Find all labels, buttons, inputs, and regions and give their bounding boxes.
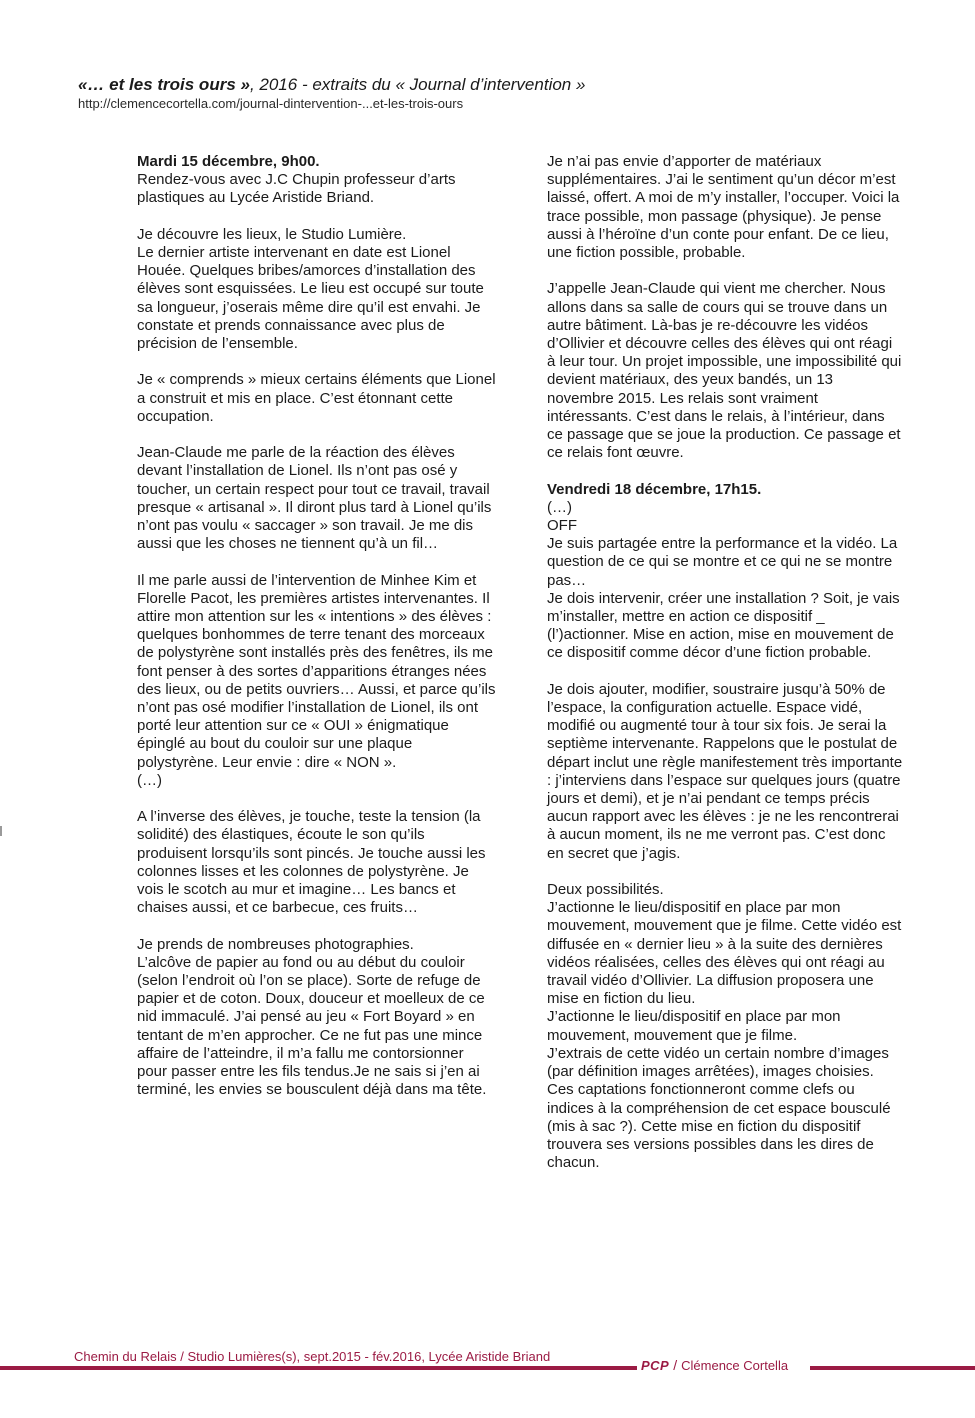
paragraph-group	[137, 572, 497, 790]
entry-2	[547, 481, 903, 663]
paragraph-group	[137, 936, 497, 1100]
paragraph: J’appelle Jean-Claude qui vient me chercher. Nous allons dans sa salle de cours qui se trouve dans un autre bâtiment. Là-bas je re-découvre les vidéos d’Ollivier et découvre celles des élèves qui ont réagi à leur tour. Un projet impossible, une impossibilité qui devient matériaux, des yeux bandés, un 13 novembre 2015. Les relais sont vraiment intéressants. C’est dans le relais, à l’intérieur, dans ce passage que se joue la production. Ce passage et ce relais font œuvre.	[547, 280, 902, 462]
paragraph: J’actionne le lieu/dispositif en place par mon mouvement, mouvement que je filme.	[547, 1008, 841, 1044]
footer-rule-left	[0, 1366, 637, 1370]
right-column	[547, 153, 903, 1191]
paragraph: Je découvre les lieux, le Studio Lumière.	[137, 225, 407, 243]
footer-rule-right	[810, 1366, 975, 1370]
paragraph: Je n’ai pas envie d’apporter de matériaux supplémentaires. J’ai le sentiment qu’un décor m’est laissé, offert. A moi de m’y installer, l’occuper. Voici la trace possible, mon passage (physique). Je pense aussi à l’héroïne d’un conte pour enfant. De ce lieu, une fiction possible, probable.	[547, 153, 900, 262]
paragraph: Il me parle aussi de l’intervention de Minhee Kim et Florelle Pacot, les premières artistes intervenantes. Il attire mon attention sur les « intentions » des élèves : quelques bonhommes de terre tenant des morceaux de polystyrène sont installés près des fenêtres, ils me font penser à des sortes d’apparitions étranges nées des lieux, ou de petits ouvriers… Aussi, et parce qu’ils n’ont pas osé modifier l’installation de Lionel, ils ont porté leur attention sur ce « OUI » énigmatique épinglé au bout du couloir sur une plaque polystyrène. Leur envie : dire « NON ».	[137, 571, 496, 771]
paragraph: Jean-Claude me parle de la réaction des élèves devant l’installation de Lionel. Ils n’ont pas osé y toucher, un certain respect pour tout ce travail, travail presque « artisanal ». Il diront plus tard à Lionel qu’ils n’ont pas voulu « saccager » son travail. Je me dis aussi que les choses ne tiennent qu’à un fil…	[137, 444, 492, 553]
pcp-logo: PCP	[641, 1358, 670, 1373]
entry-heading: Mardi 15 décembre, 9h00.	[137, 153, 320, 170]
document-title-subtitle: , 2016 - extraits du « Journal d’intervention »	[249, 75, 586, 94]
left-column	[137, 153, 497, 1118]
paragraph: Je dois intervenir, créer une installation ? Soit, je vais m’installer, mettre en action ce dispositif _ (l’)actionner. Mise en action, mise en mouvement de ce dispositif comme décor d’une fiction probable.	[547, 589, 900, 662]
paragraph: Je dois ajouter, modifier, soustraire jusqu’à 50% de l’espace, la configuration actuelle. Espace vidé, modifié ou augmenté tour à tour six fois. Je serai la septième intervenante. Rappelons que le postulat de départ inclut une règle manifestement très importante : j’interviens dans l’espace sur quelques jours (quatre jours et demi), et je n’ai pendant ce temps précis aucun rapport avec les élèves : je ne les rencontrerai à aucun moment, ils ne me verront pas. C’est donc en secret que j’agis.	[547, 680, 903, 862]
author-name: Clémence Cortella	[681, 1358, 789, 1373]
source-url: http://clemencecortella.com/journal-dintervention-...et-les-trois-ours	[78, 96, 464, 111]
paragraph: Rendez-vous avec J.C Chupin professeur d’arts plastiques au Lycée Aristide Briand.	[137, 171, 456, 207]
paragraph: J’extrais de cette vidéo un certain nombre d’images (par définition images arrêtées), images choisies. Ces captations fonctionneront comme clefs ou indices à la compréhension de cet espace bousculé (mis à sac ?). Cette mise en fiction du dispositif trouvera ses versions possibles dans les dires de chacun.	[547, 1044, 891, 1172]
entry-heading: Vendredi 18 décembre, 17h15.	[547, 480, 762, 498]
paragraph: J’actionne le lieu/dispositif en place par mon mouvement, mouvement que je filme. Cette vidéo est diffusée en « dernier lieu » à la suite des dernières vidéos réalisées, celles des élèves qui ont réagi au travail vidéo d’Ollivier. La diffusion proposera une mise en fiction du lieu.	[547, 899, 902, 1008]
page-header	[78, 74, 958, 112]
paragraph: Je suis partagée entre la performance et la vidéo. La question de ce qui se montre et ce qui ne se montre pas…	[547, 535, 898, 589]
document-title	[78, 74, 958, 96]
paragraph: Je prends de nombreuses photographies.	[137, 935, 414, 953]
footer-credit	[641, 1357, 788, 1373]
paragraph: Le dernier artiste intervenant en date est Lionel Houée. Quelques bribes/amorces d’installation des élèves sont esquissées. Le lieu est occupé sur toute sa longueur, j’oserais même dire qu’il est envahi. Je constate et prends connaissance avec plus de précision de l’ensemble.	[137, 244, 484, 353]
entry-1	[137, 153, 497, 208]
paragraph: A l’inverse des élèves, je touche, teste la tension (la solidité) des élastiques, écoute le son qu’ils produisent lorsqu’ils sont pincés. Je touche aussi les colonnes lisses et les colonnes de polystyrène. Je vois le scotch au mur et imagine… Les bancs et chaises aussi, et ce barbecue, ces fruits…	[137, 808, 486, 917]
ellipsis: (…)	[547, 498, 572, 516]
paragraph: Deux possibilités.	[547, 881, 664, 899]
paragraph-group	[137, 226, 497, 353]
paragraph: L’alcôve de papier au fond ou au début du couloir (selon l’endroit où l’on se place). Sorte de refuge de papier et de coton. Doux, douceur et moelleux de ce nid immaculé. J’ai pensé au jeu « Fort Boyard » en tentant de m’en approcher. Ce ne fut pas une mince affaire de l’atteindre, il m’a fallu me contorsionner pour passer entre les fils tendus.Je ne sais si j’en ai terminé, les envies se bousculent déjà dans ma tête.	[137, 953, 487, 1099]
paragraph-group	[547, 881, 903, 1172]
margin-mark	[0, 826, 2, 836]
paragraph: Je « comprends » mieux certains éléments que Lionel a construit et mis en place. C’est étonnant cette occupation.	[137, 371, 496, 425]
ellipsis: (…)	[137, 771, 162, 789]
off-label: OFF	[547, 517, 577, 535]
document-title-main: «… et les trois ours »	[78, 75, 250, 94]
footer-caption: Chemin du Relais / Studio Lumières(s), sept.2015 - fév.2016, Lycée Aristide Briand	[74, 1349, 551, 1364]
footer-separator: /	[673, 1357, 678, 1373]
